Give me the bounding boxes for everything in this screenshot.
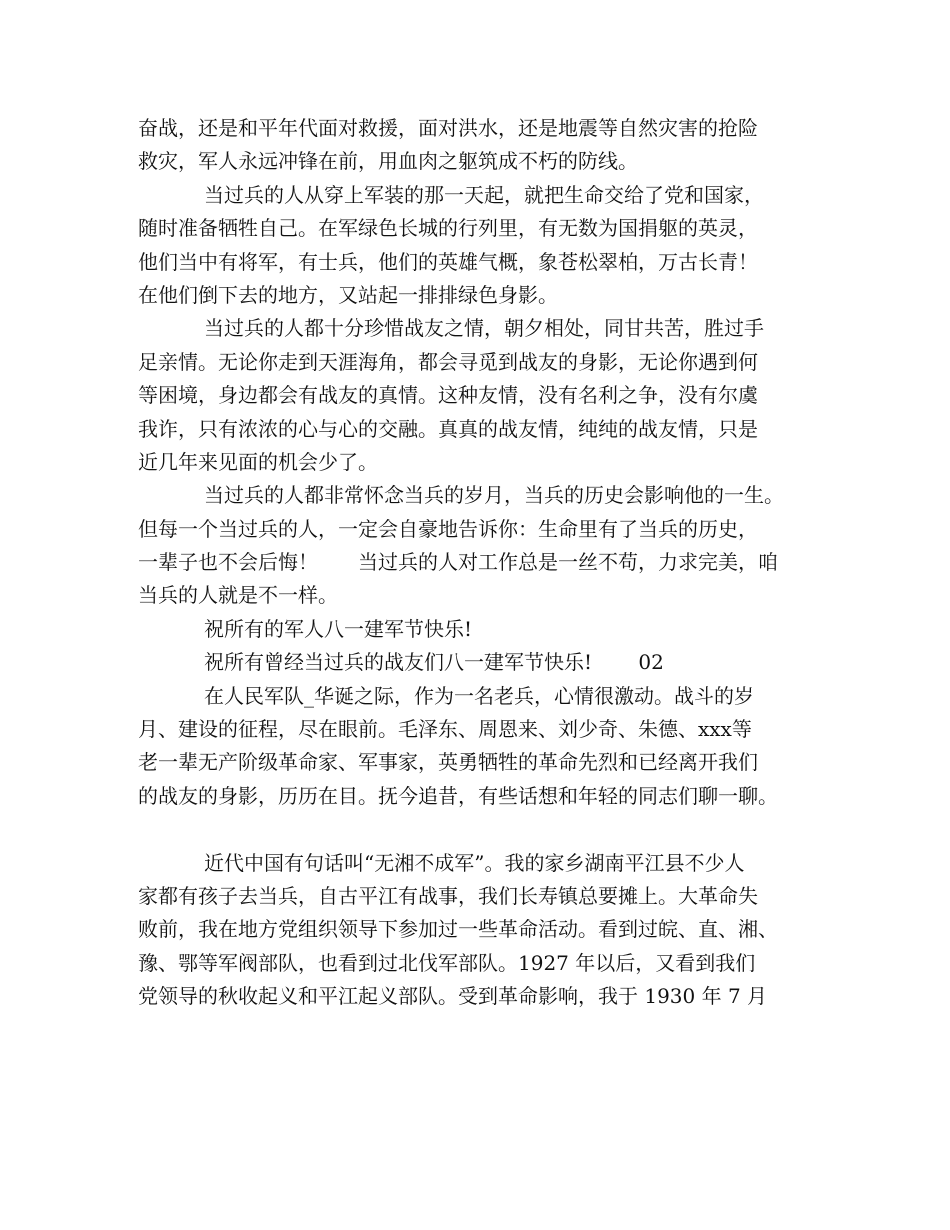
text-line: 一辈子也不会后悔！ 当过兵的人对工作总是一丝不苟，力求完美，咱 xyxy=(138,550,778,575)
text-line: 在人民军队_华诞之际，作为一名老兵，心情很激动。战斗的岁 xyxy=(204,683,754,708)
text-line: 近代中国有句话叫“无湘不成军”。我的家乡湖南平江县不少人 xyxy=(204,850,745,875)
text-line: 败前，我在地方党组织领导下参加过一些革命活动。看到过皖、直、湘、 xyxy=(138,917,778,942)
text-line: 祝所有的军人八一建军节快乐! xyxy=(204,616,473,641)
text-line: 等困境，身边都会有战友的真情。这种友情，没有名利之争，没有尔虞 xyxy=(138,383,758,408)
text-line: 家都有孩子去当兵，自古平江有战事，我们长寿镇总要摊上。大革命失 xyxy=(138,883,758,908)
text-line: 的战友的身影，历历在目。抚今追昔，有些话想和年轻的同志们聊一聊。 xyxy=(138,783,778,808)
text-line: 奋战，还是和平年代面对救援，面对洪水，还是地震等自然灾害的抢险 xyxy=(138,116,758,140)
text-line: 足亲情。无论你走到天涯海角，都会寻觅到战友的身影，无论你遇到何 xyxy=(138,349,758,374)
text-line: 救灾，军人永远冲锋在前，用血肉之躯筑成不朽的防线。 xyxy=(138,149,638,174)
text-line: 豫、鄂等军阀部队，也看到过北伐军部队。1927 年以后，又看到我们 xyxy=(138,950,756,975)
text-line: 当过兵的人都十分珍惜战友之情，朝夕相处，同甘共苦，胜过手 xyxy=(204,316,764,341)
text-line: 当兵的人就是不一样。 xyxy=(138,583,338,608)
text-line: 近几年来见面的机会少了。 xyxy=(138,449,378,474)
text-line: 他们当中有将军，有士兵，他们的英雄气概，象苍松翠柏，万古长青！ xyxy=(138,249,758,274)
text-line: 老一辈无产阶级革命家、军事家，英勇牺牲的革命先烈和已经离开我们 xyxy=(138,750,758,775)
text-line: 随时准备牺牲自己。在军绿色长城的行列里，有无数为国捐躯的英灵， xyxy=(138,216,758,241)
text-line: 党领导的秋收起义和平江起义部队。受到革命影响，我于 1930 年 7 月 xyxy=(138,984,768,1009)
text-line: 当过兵的人从穿上军装的那一天起，就把生命交给了党和国家， xyxy=(204,182,764,207)
text-line: 当过兵的人都非常怀念当兵的岁月，当兵的历史会影响他的一生。 xyxy=(204,483,784,508)
text-line: 我诈，只有浓浓的心与心的交融。真真的战友情，纯纯的战友情，只是 xyxy=(138,416,758,441)
text-line: 但每一个当过兵的人，一定会自豪地告诉你：生命里有了当兵的历史， xyxy=(138,516,758,541)
blank-line xyxy=(138,813,818,846)
text-line: 月、建设的征程，尽在眼前。毛泽东、周恩来、刘少奇、朱德、xxx等 xyxy=(138,717,752,742)
text-line: 在他们倒下去的地方，又站起一排排绿色身影。 xyxy=(138,282,558,307)
text-line: 祝所有曾经当过兵的战友们八一建军节快乐! 02 xyxy=(204,650,664,675)
document-body-text xyxy=(138,112,818,1014)
